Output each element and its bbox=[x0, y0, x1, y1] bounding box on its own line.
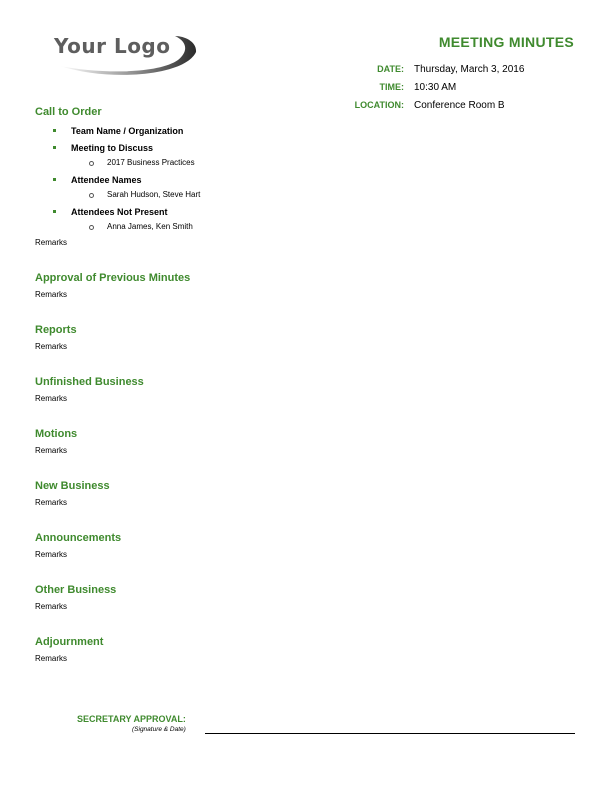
time-value: 10:30 AM bbox=[414, 81, 457, 93]
remarks-text: Remarks bbox=[35, 342, 68, 351]
meta-row-date bbox=[340, 60, 580, 78]
section-call-to-order bbox=[35, 105, 575, 249]
section-heading: Announcements bbox=[35, 532, 122, 544]
remarks-text: Remarks bbox=[35, 394, 68, 403]
meta-row-time bbox=[340, 78, 580, 96]
section-heading: Approval of Previous Minutes bbox=[35, 272, 191, 284]
agenda-subitem bbox=[107, 157, 575, 169]
section-heading: Other Business bbox=[35, 584, 117, 596]
location-label: LOCATION: bbox=[354, 100, 404, 110]
logo bbox=[50, 30, 200, 80]
section-heading: Unfinished Business bbox=[35, 376, 144, 388]
section-adjournment bbox=[35, 635, 575, 665]
remarks-text: Remarks bbox=[35, 602, 68, 611]
agenda-item-label: Attendee Names bbox=[71, 175, 142, 185]
square-bullet-icon bbox=[53, 129, 56, 132]
remarks-text: Remarks bbox=[35, 550, 68, 559]
agenda-item-attendee-names bbox=[35, 174, 575, 201]
signature-line[interactable] bbox=[205, 733, 575, 734]
remarks-text: Remarks bbox=[35, 238, 68, 247]
section-new-business bbox=[35, 479, 575, 509]
secretary-approval bbox=[77, 714, 577, 744]
agenda-subitem bbox=[107, 221, 575, 233]
square-bullet-icon bbox=[53, 178, 56, 181]
signature-note: (Signature & Date) bbox=[132, 726, 186, 733]
remarks-text: Remarks bbox=[35, 498, 68, 507]
remarks-text: Remarks bbox=[35, 290, 68, 299]
section-heading: Reports bbox=[35, 324, 77, 336]
agenda-item-attendees-not-present bbox=[35, 206, 575, 233]
section-other-business bbox=[35, 583, 575, 613]
square-bullet-icon bbox=[53, 146, 56, 149]
square-bullet-icon bbox=[53, 210, 56, 213]
agenda-item-meeting-to-discuss bbox=[35, 142, 575, 169]
minutes-body bbox=[35, 105, 575, 665]
agenda-item-label: Meeting to Discuss bbox=[71, 143, 154, 153]
time-label: TIME: bbox=[379, 82, 404, 92]
section-heading: Motions bbox=[35, 428, 78, 440]
location-value: Conference Room B bbox=[414, 99, 505, 111]
agenda-subitem-text: Sarah Hudson, Steve Hart bbox=[107, 190, 201, 199]
remarks-text: Remarks bbox=[35, 654, 68, 663]
agenda-subitem-text: 2017 Business Practices bbox=[107, 158, 195, 167]
section-unfinished-business bbox=[35, 375, 575, 405]
remarks-text: Remarks bbox=[35, 446, 68, 455]
date-value: Thursday, March 3, 2016 bbox=[414, 63, 525, 75]
agenda-subitem bbox=[107, 189, 575, 201]
agenda-list bbox=[35, 125, 575, 233]
section-approval-previous-minutes bbox=[35, 271, 575, 301]
section-announcements bbox=[35, 531, 575, 561]
agenda-item-label: Team Name / Organization bbox=[71, 126, 184, 136]
approval-label: SECRETARY APPROVAL: bbox=[77, 714, 186, 724]
circle-bullet-icon bbox=[89, 225, 94, 230]
agenda-item-team-name bbox=[35, 125, 575, 137]
date-label: DATE: bbox=[377, 64, 404, 74]
circle-bullet-icon bbox=[89, 193, 94, 198]
section-motions bbox=[35, 427, 575, 457]
agenda-subitem-text: Anna James, Ken Smith bbox=[107, 222, 193, 231]
section-heading: Call to Order bbox=[35, 106, 102, 118]
circle-bullet-icon bbox=[89, 161, 94, 166]
section-heading: Adjournment bbox=[35, 636, 104, 648]
agenda-item-label: Attendees Not Present bbox=[71, 207, 168, 217]
logo-text: Your Logo bbox=[54, 34, 171, 58]
section-heading: New Business bbox=[35, 480, 110, 492]
page-title: MEETING MINUTES bbox=[438, 34, 574, 50]
section-reports bbox=[35, 323, 575, 353]
